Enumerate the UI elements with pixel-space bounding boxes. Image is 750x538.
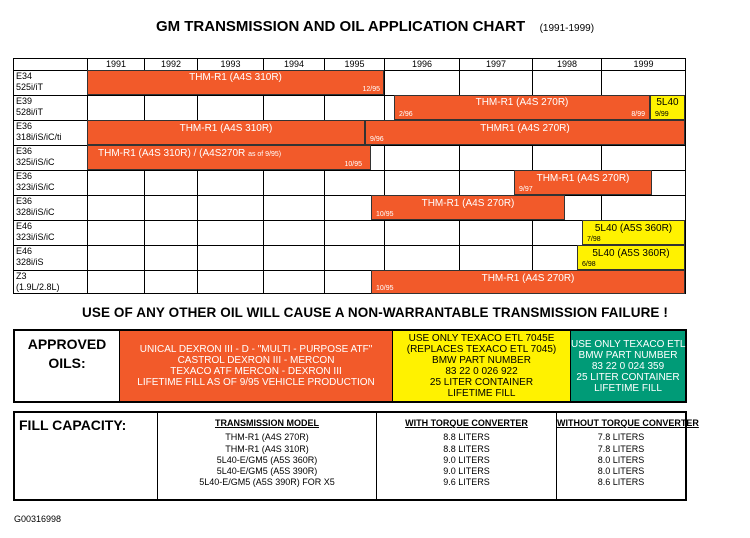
row-label-e36-323 — [14, 170, 87, 195]
bar-e39-5l40 — [650, 95, 685, 120]
row-sub: 323i/iS/iC — [16, 182, 55, 192]
row-sub: 323i/iS/iC — [16, 232, 55, 242]
oil-box-texaco-8072b — [570, 331, 720, 401]
grid-line — [324, 70, 325, 293]
row-label-z3 — [14, 270, 87, 294]
oil-line: BMW PART NUMBER — [432, 355, 531, 366]
year-1991: 1991 — [87, 59, 144, 70]
fill-capacity-panel — [13, 411, 699, 501]
bar-e36-318-thmr1-310 — [87, 120, 365, 145]
fill-cell: 7.8 LITERS — [597, 443, 645, 454]
fill-cell: 5L40-E/GM5 (A5S 390R) — [216, 466, 318, 477]
row-sub: 525i/iT — [16, 82, 44, 92]
figure-code: G00316998 — [14, 514, 62, 524]
row-label-e36-325 — [14, 145, 87, 170]
row-model: E36 — [16, 196, 33, 206]
bar-e46-323-5l40 — [582, 220, 685, 245]
row-sub: 328i/iS — [16, 257, 44, 267]
grid-line — [263, 70, 264, 293]
row-label-e39 — [14, 95, 87, 120]
oil-box-dexron — [119, 331, 392, 401]
oil-line: USE ONLY TEXACO ETL 8072 B — [571, 338, 720, 350]
fill-capacity-label: FILL CAPACITY: — [19, 417, 127, 433]
year-1995: 1995 — [324, 59, 384, 70]
bar-label: THM-R1 (A4S 310R) — [189, 72, 282, 83]
approved-oils-panel — [13, 329, 720, 403]
oil-line: BMW PART NUMBER — [578, 349, 678, 361]
grid-line — [197, 70, 198, 293]
row-model: E36 — [16, 171, 33, 181]
fill-cell: 8.8 LITERS — [443, 443, 490, 454]
application-grid — [13, 58, 686, 294]
oil-line: CASTROL DEXRON III - MERCON — [177, 355, 335, 366]
row-label-e46-323 — [14, 220, 87, 245]
year-1993: 1993 — [197, 59, 263, 70]
fill-cell: 8.0 LITERS — [597, 454, 645, 465]
row-model: E39 — [16, 96, 33, 106]
fill-cell: 8.0 LITERS — [597, 466, 645, 477]
row-label-e46-328 — [14, 245, 87, 270]
bar-e36-325-thmr1 — [87, 145, 371, 170]
oil-line: UNICAL DEXRON III - D - "MULTI - PURPOSE ATF" — [139, 344, 373, 355]
bar-start-date: 2/96 — [399, 111, 413, 118]
grid-line — [384, 70, 385, 293]
bar-label-note: as of 9/95) — [248, 151, 282, 158]
row-model: E46 — [16, 221, 33, 231]
oil-line: 83 22 0 026 922 — [445, 366, 518, 377]
row-model: Z3 — [16, 271, 27, 281]
bar-end-date: 10/95 — [344, 161, 362, 168]
bar-end-date: 9/99 — [655, 111, 669, 118]
year-1992: 1992 — [144, 59, 197, 70]
bar-label: THM-R1 (A4S 270R) — [536, 173, 630, 184]
oil-line: 83 22 0 024 359 — [591, 360, 665, 372]
fill-cell: 8.8 LITERS — [443, 432, 490, 443]
oil-line: LIFETIME FILL — [594, 382, 662, 394]
bar-e36-328-thmr1-270 — [371, 195, 565, 220]
fill-cell: 9.0 LITERS — [443, 454, 490, 465]
bar-start-date: 6/98 — [582, 261, 596, 268]
bar-e34-thmr1-310 — [87, 70, 384, 95]
year-1996: 1996 — [384, 59, 459, 70]
bar-start-date: 10/95 — [376, 285, 394, 292]
row-sub: (1.9L/2.8L) — [16, 282, 60, 292]
grid-line — [87, 70, 88, 293]
row-label-e36-318 — [14, 120, 87, 145]
row-model: E46 — [16, 246, 33, 256]
bar-label: 5L40 (A5S 360R) — [594, 223, 673, 234]
bar-label: THM-R1 (A4S 310R) — [179, 123, 273, 134]
bar-label-text: THM-R1 (A4S 310R) / (A4S270R — [98, 148, 246, 159]
bar-label: THM-R1 (A4S 270R) — [421, 198, 515, 209]
bar-e46-328-5l40 — [577, 245, 685, 270]
fill-cell: THM-R1 (A4S 270R) — [225, 432, 309, 443]
bar-label: THMR1 (A4S 270R) — [480, 123, 570, 134]
fill-cell: 7.8 LITERS — [597, 432, 645, 443]
year-range: (1991-1999) — [539, 23, 595, 34]
bar-label: 5L40 — [656, 97, 679, 108]
bar-start-date: 9/96 — [370, 136, 384, 143]
oil-line: 25 LITER CONTAINER — [576, 371, 680, 383]
fill-cell: THM-R1 (A4S 310R) — [225, 443, 309, 454]
oil-line: TEXACO ATF MERCON - DEXRON III — [170, 366, 342, 377]
fill-cell: 9.0 LITERS — [443, 466, 490, 477]
oil-line: (REPLACES TEXACO ETL 7045) — [406, 344, 557, 355]
year-1998: 1998 — [532, 59, 601, 70]
bar-z3-thmr1-270 — [371, 270, 685, 294]
fill-cell: 8.6 LITERS — [597, 477, 645, 488]
fill-cell: 9.6 LITERS — [443, 477, 490, 488]
page-title: GM TRANSMISSION AND OIL APPLICATION CHART — [155, 18, 526, 35]
bar-label: 5L40 (A5S 360R) — [592, 248, 670, 259]
bar-start-date: 9/97 — [519, 186, 533, 193]
approved-label-line2: OILS: — [48, 355, 86, 371]
chart-title-bar — [0, 18, 750, 36]
bar-e36-323-thmr1-270 — [514, 170, 652, 195]
oil-line: LIFETIME FILL AS OF 9/95 VEHICLE PRODUCTION — [137, 377, 375, 388]
approved-oils-label — [15, 331, 119, 401]
bar-label — [98, 148, 281, 159]
bar-label: THM-R1 (A4S 270R) — [475, 97, 569, 108]
year-1994: 1994 — [263, 59, 324, 70]
fill-column-model — [157, 413, 376, 499]
bar-start-date: 7/98 — [587, 236, 601, 243]
oil-line: LIFETIME FILL — [447, 388, 516, 399]
column-header: WITHOUT TORQUE CONVERTER — [557, 418, 699, 428]
bar-start-date: 10/95 — [376, 211, 394, 218]
approved-label-line1: APPROVED — [27, 336, 107, 352]
year-1999: 1999 — [601, 59, 685, 70]
fill-column-without-converter — [556, 413, 699, 499]
warning-text: USE OF ANY OTHER OIL WILL CAUSE A NON-WARRANTABLE TRANSMISSION FAILURE ! — [82, 305, 668, 320]
fill-cell: 5L40-E/GM5 (A5S 360R) — [216, 454, 318, 465]
row-sub: 328i/iS/iC — [16, 207, 55, 217]
column-header: WITH TORQUE CONVERTER — [405, 418, 528, 428]
bar-end-date: 12/95 — [362, 86, 380, 93]
fill-column-with-converter — [376, 413, 556, 499]
oil-box-texaco-7045e — [392, 331, 570, 401]
row-model: E36 — [16, 146, 33, 156]
row-model: E36 — [16, 121, 33, 131]
bar-end-date: 8/99 — [631, 111, 645, 118]
oil-line: 25 LITER CONTAINER — [429, 377, 534, 388]
grid-line — [144, 70, 145, 293]
row-label-e34 — [14, 70, 87, 95]
row-sub: 325i/iS/iC — [16, 157, 55, 167]
bar-e36-318-thmr1-270 — [365, 120, 685, 145]
year-1997: 1997 — [459, 59, 532, 70]
row-label-e36-328 — [14, 195, 87, 220]
row-sub: 318i/iS/iC/ti — [16, 132, 62, 142]
row-model: E34 — [16, 71, 33, 81]
fill-cell: 5L40-E/GM5 (A5S 390R) FOR X5 — [199, 477, 335, 488]
bar-label: THM-R1 (A4S 270R) — [481, 273, 575, 284]
bar-e39-thmr1-270 — [394, 95, 650, 120]
oil-line: USE ONLY TEXACO ETL 7045E — [408, 333, 555, 344]
row-sub: 528i/iT — [16, 107, 44, 117]
column-header: TRANSMISSION MODEL — [214, 418, 319, 428]
